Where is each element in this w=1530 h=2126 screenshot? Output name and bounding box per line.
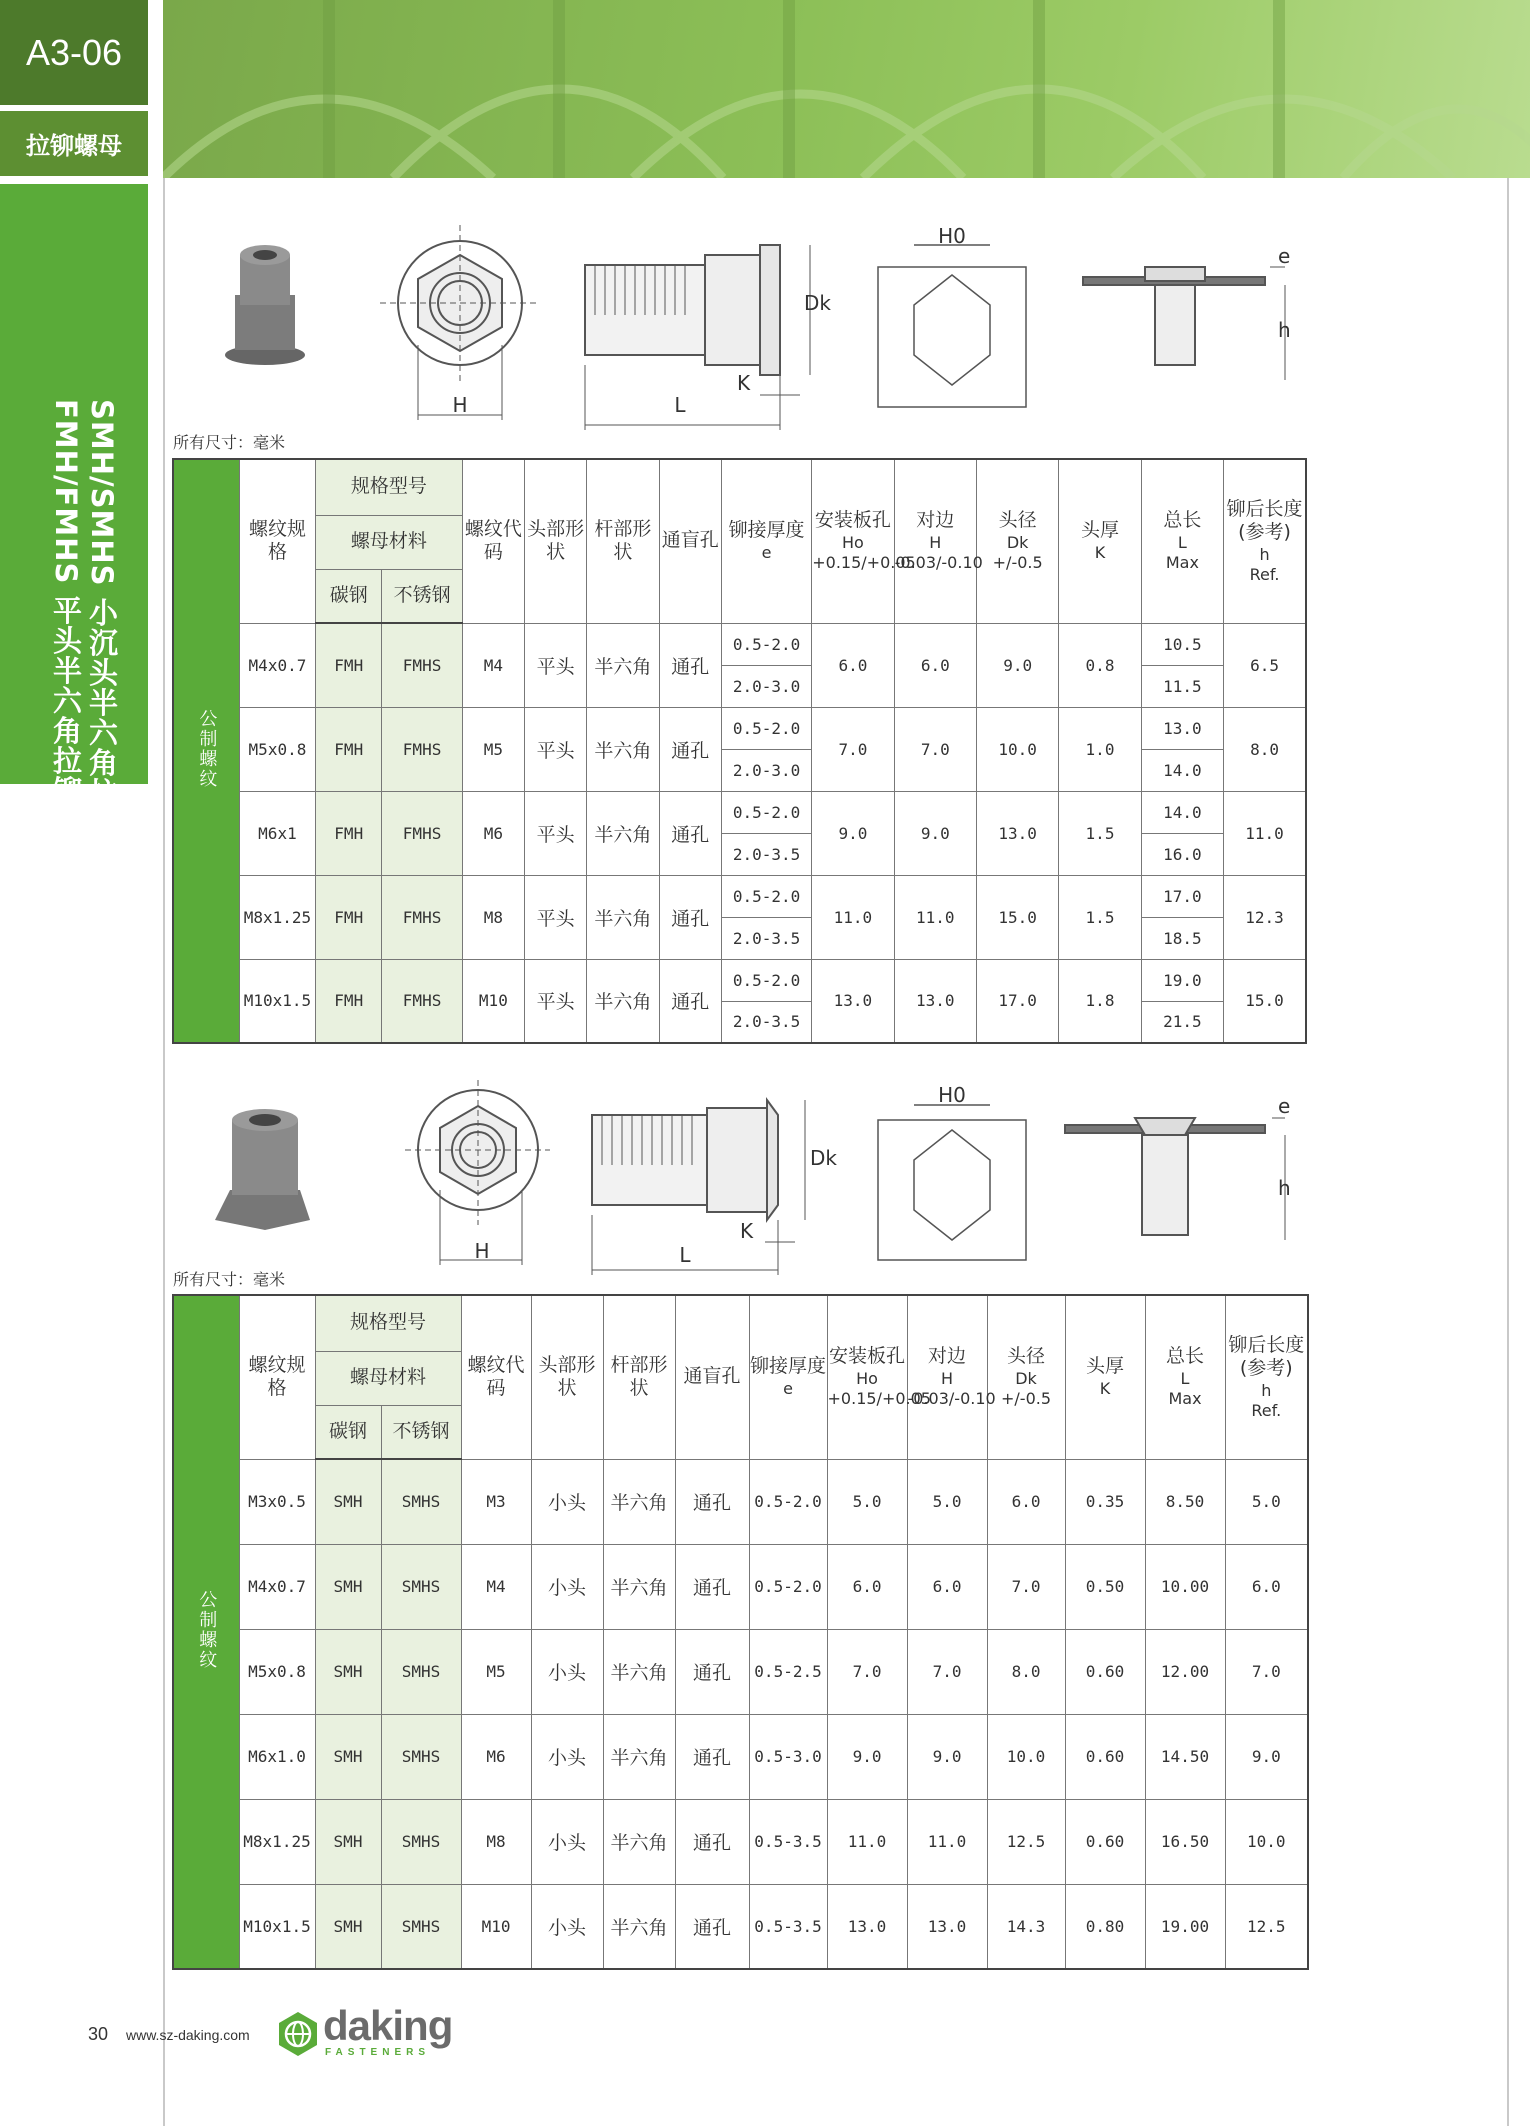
label-k-2: K (740, 1219, 754, 1243)
frame-left-line (163, 178, 165, 2126)
hdr-across-flats: 对边 H -0.03/-0.10 (894, 459, 976, 623)
hdr-length-2: 总长 L Max (1145, 1295, 1225, 1459)
fmh-drawings (210, 215, 1310, 430)
hdr-material: 螺母材料 (316, 515, 463, 569)
smh-side-view (592, 1100, 805, 1275)
hdr-head-thick: 头厚 K (1059, 459, 1141, 623)
table-row: M4x0.7 SMH SMHS M4 小头 半六角 通孔 0.5-2.0 6.0 6.0 7.0 0.50 10.00 6.0 (173, 1544, 1308, 1629)
header-banner (163, 0, 1530, 178)
hdr-model-2: 规格型号 (315, 1295, 461, 1351)
page-number: 30 (88, 2024, 109, 2044)
label-hh-2: h (1278, 1176, 1291, 1200)
hdr-length: 总长 L Max (1141, 459, 1223, 623)
hdr-hole-type-2: 通盲孔 (675, 1295, 749, 1459)
label-h-2: H (474, 1239, 490, 1263)
fmh-front-view (380, 225, 540, 420)
side-title-fmh: FMH/FMHS 平头半六角拉铆螺母系列 (49, 399, 83, 926)
hdr-grip: 铆接厚度 e (721, 459, 811, 623)
hdr-head-shape: 头部形状 (525, 459, 587, 623)
side-title-smh: SMH/SMHS 小沉头半六角拉铆螺母系列 (85, 399, 119, 958)
hdr-stainless: 不锈钢 (382, 569, 462, 623)
table-row: M6x1.0 SMH SMHS M6 小头 半六角 通孔 0.5-3.0 9.0 9.0 10.0 0.60 14.50 9.0 (173, 1714, 1308, 1799)
units-note-2: 所有尺寸：毫米 (173, 1270, 286, 1289)
table-row: M3x0.5 SMH SMHS M3 小头 半六角 通孔 0.5-2.0 5.0 5.0 6.0 0.35 8.50 5.0 (173, 1459, 1308, 1544)
hdr-after-length-2: 铆后长度(参考) h Ref. (1225, 1295, 1308, 1459)
daking-logo (275, 2002, 465, 2064)
category-cell-2: 公制螺纹 (173, 1295, 239, 1969)
hdr-grip-2: 铆接厚度 e (749, 1295, 827, 1459)
hdr-panel-hole: 安装板孔 Ho +0.15/+0.05 (812, 459, 894, 623)
hdr-thread-code: 螺纹代码 (462, 459, 524, 623)
label-k-1: K (737, 371, 751, 395)
fmh-spec-table: 公制螺纹 螺纹规格 规格型号 螺纹代码 头部形状 杆部形状 通盲孔 铆接厚度 e 安装板孔 Ho +0.15/+0.05 对边 H -0.03/-0.10 头径 Dk +/-0.5 头厚 K 总长 L Max 铆后长度(参考) h Ref. 螺母材料 碳钢 不锈钢 M4x0.7 FMH FMHS M4 平头 半六角 通孔 0.5-2.0 6.0 6.0 9.0 0.8 10.5 6.5 2.0-3.0 11.5 M5x0.8 FMH FMHS M5 平头 半六角 通孔 0.5-2.0 7.0 7.0 10.0 1.0 13.0 8.0 2.0-3.0 14.0 M6x1 FMH FMHS M6 平头 半六角 通孔 0.5-2.0 9.0 9.0 13.0 1.5 14.0 11.0 2.0-3.5 16.0 M8x1.25 FMH FMHS M8 平头 半六角 通孔 0.5-2.0 11.0 11.0 15.0 1.5 17.0 12.3 2.0-3.5 18.5 M10x1.5 FMH FMHS M10 平头 半六角 通孔 0.5-2.0 13.0 13.0 17.0 1.8 19.0 15.0 2.0-3.5 21.5 (172, 458, 1307, 1044)
footer-url: www.sz-daking.com (126, 2027, 250, 2043)
side-title-bar (0, 184, 148, 958)
banner-pattern (163, 0, 1530, 178)
table-row: M5x0.8 FMH FMHS M5 平头 半六角 通孔 0.5-2.0 7.0 7.0 10.0 1.0 13.0 8.0 (173, 707, 1306, 749)
table-row: M4x0.7 FMH FMHS M4 平头 半六角 通孔 0.5-2.0 6.0 6.0 9.0 0.8 10.5 6.5 (173, 623, 1306, 665)
smh-hole-view (878, 1105, 1026, 1260)
label-e-1: e (1278, 244, 1291, 268)
logo-wordmark: daking (323, 2002, 453, 2049)
units-note-1: 所有尺寸：毫米 (173, 433, 286, 452)
hdr-thread-spec: 螺纹规格 (239, 459, 315, 623)
table-row: M5x0.8 SMH SMHS M5 小头 半六角 通孔 0.5-2.5 7.0 7.0 8.0 0.60 12.00 7.0 (173, 1629, 1308, 1714)
hdr-thread-spec-2: 螺纹规格 (239, 1295, 315, 1459)
hdr-carbon: 碳钢 (316, 569, 382, 623)
label-l-2: L (679, 1243, 691, 1267)
smh-drawings (210, 1080, 1310, 1280)
label-dk-2: Dk (810, 1146, 837, 1170)
label-hh-1: h (1278, 318, 1291, 342)
fmh-photo (225, 245, 305, 365)
label-l-1: L (674, 393, 686, 417)
smh-front-view (405, 1080, 550, 1265)
smh-photo (215, 1109, 310, 1230)
hdr-hole-type: 通盲孔 (659, 459, 721, 623)
label-h-1: H (452, 393, 468, 417)
table-row: M10x1.5 FMH FMHS M10 平头 半六角 通孔 0.5-2.0 13.0 13.0 17.0 1.8 19.0 15.0 (173, 959, 1306, 1001)
hdr-material-2: 螺母材料 (315, 1351, 461, 1405)
category-cell-1: 公制螺纹 (173, 459, 239, 1043)
page-code: A3-06 (0, 0, 148, 105)
hdr-head-dia: 头径 Dk +/-0.5 (976, 459, 1058, 623)
globe-icon (275, 2010, 321, 2056)
hdr-carbon-2: 碳钢 (315, 1405, 381, 1459)
table-row: M6x1 FMH FMHS M6 平头 半六角 通孔 0.5-2.0 9.0 9.0 13.0 1.5 14.0 11.0 (173, 791, 1306, 833)
label-e-2: e (1278, 1094, 1291, 1118)
fmh-hole-view (878, 245, 1026, 407)
hdr-head-thick-2: 头厚 K (1065, 1295, 1145, 1459)
smh-spec-table (172, 1294, 1309, 1970)
hdr-panel-hole-2: 安装板孔 Ho +0.15/+0.05 (827, 1295, 907, 1459)
hdr-after-length: 铆后长度(参考) h Ref. (1224, 459, 1306, 623)
smh-installed-view (1065, 1118, 1285, 1240)
hdr-model: 规格型号 (316, 459, 463, 515)
frame-right-line (1507, 178, 1509, 2126)
hdr-shank-shape-2: 杆部形状 (603, 1295, 675, 1459)
table-row: M8x1.25 FMH FMHS M8 平头 半六角 通孔 0.5-2.0 11.0 11.0 15.0 1.5 17.0 12.3 (173, 875, 1306, 917)
label-h0-1: H0 (938, 224, 966, 248)
label-h0-2: H0 (938, 1083, 966, 1107)
category-label: 拉铆螺母 (0, 111, 148, 176)
hdr-shank-shape: 杆部形状 (587, 459, 659, 623)
hdr-head-dia-2: 头径 Dk +/-0.5 (987, 1295, 1065, 1459)
logo-subtitle: FASTENERS (325, 2047, 431, 2058)
table-row: M10x1.5 SMH SMHS M10 小头 半六角 通孔 0.5-3.5 13.0 13.0 14.3 0.80 19.00 12.5 (173, 1884, 1308, 1969)
hdr-stainless-2: 不锈钢 (381, 1405, 461, 1459)
fmh-installed-view (1083, 267, 1285, 380)
fmh-side-view (585, 245, 810, 430)
hdr-across-flats-2: 对边 H -0.03/-0.10 (907, 1295, 987, 1459)
table-row: M8x1.25 SMH SMHS M8 小头 半六角 通孔 0.5-3.5 11.0 11.0 12.5 0.60 16.50 10.0 (173, 1799, 1308, 1884)
hdr-thread-code-2: 螺纹代码 (461, 1295, 531, 1459)
label-dk-1: Dk (804, 291, 831, 315)
hdr-head-shape-2: 头部形状 (531, 1295, 603, 1459)
